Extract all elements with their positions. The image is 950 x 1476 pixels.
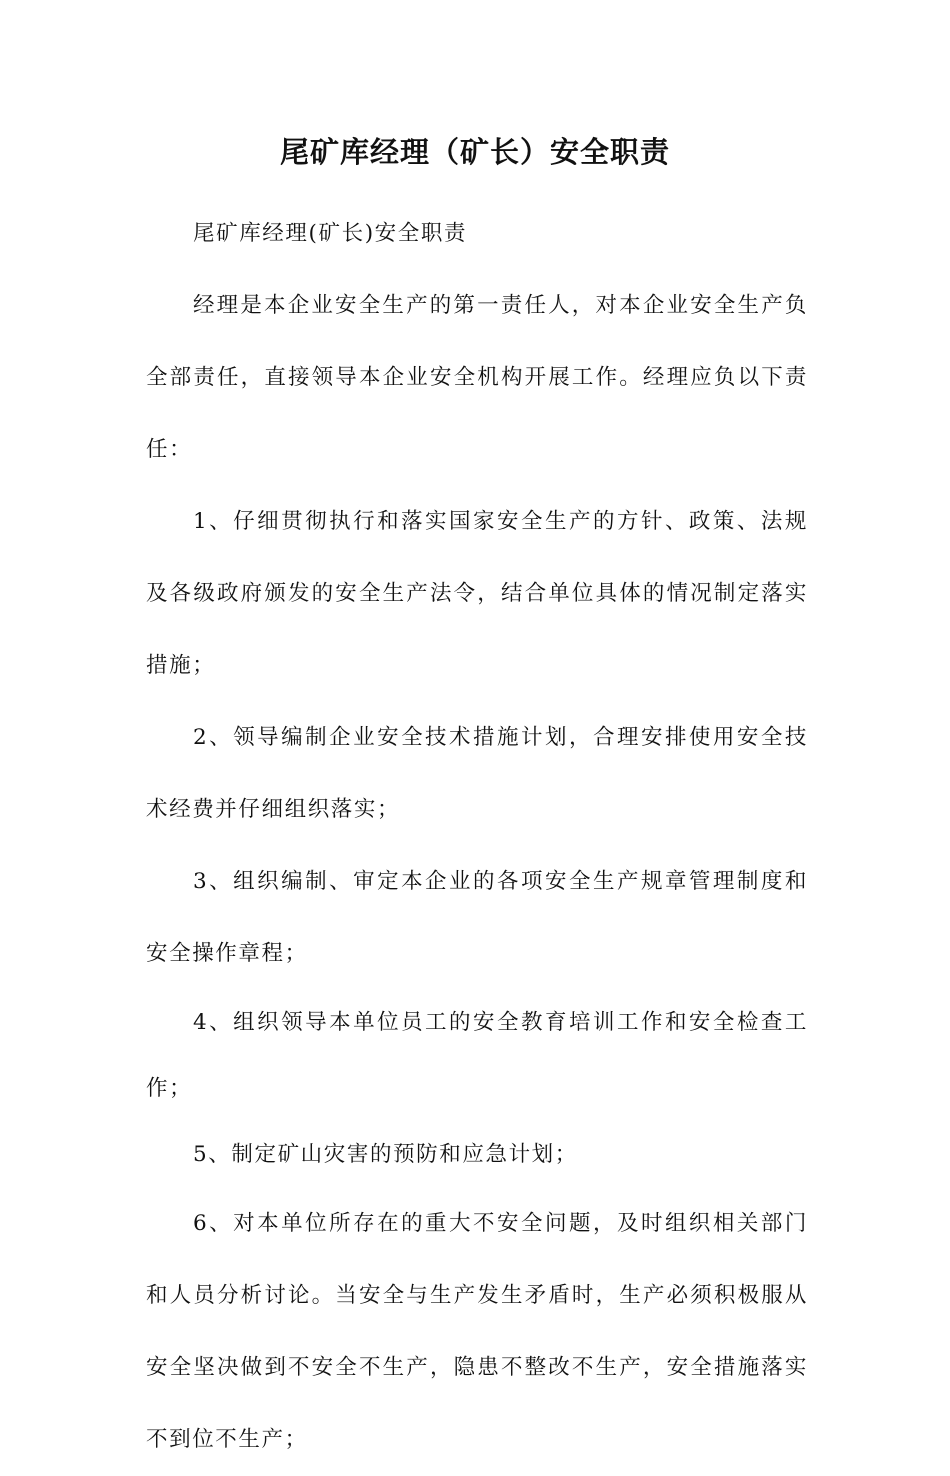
paragraph-subtitle: 尾矿库经理(矿长)安全职责 bbox=[193, 221, 468, 246]
paragraph-item-5: 5、制定矿山灾害的预防和应急计划； bbox=[193, 1142, 578, 1167]
paragraph-item-2: 2、领导编制企业安全技术措施计划，合理安排使用安全技术经费并仔细组织落实； bbox=[146, 725, 808, 822]
paragraph-intro: 经理是本企业安全生产的第一责任人，对本企业安全生产负全部责任，直接领导本企业安全机构开展工作。经理应负以下责任： bbox=[146, 293, 808, 462]
document-title: 尾矿库经理（矿长）安全职责 bbox=[279, 135, 670, 169]
paragraph-item-6: 6、对本单位所存在的重大不安全问题，及时组织相关部门和人员分析讨论。当安全与生产发生矛盾时，生产必须积极服从安全坚决做到不安全不生产，隐患不整改不生产，安全措施落实不到位不生产； bbox=[146, 1211, 808, 1452]
paragraph-item-4: 4、组织领导本单位员工的安全教育培训工作和安全检查工作； bbox=[146, 1010, 808, 1101]
paragraph-item-1: 1、仔细贯彻执行和落实国家安全生产的方针、政策、法规及各级政府颁发的安全生产法令，结合单位具体的情况制定落实措施； bbox=[146, 509, 808, 678]
document-body bbox=[146, 198, 808, 1476]
paragraph-item-3: 3、组织编制、审定本企业的各项安全生产规章管理制度和安全操作章程； bbox=[146, 869, 808, 966]
